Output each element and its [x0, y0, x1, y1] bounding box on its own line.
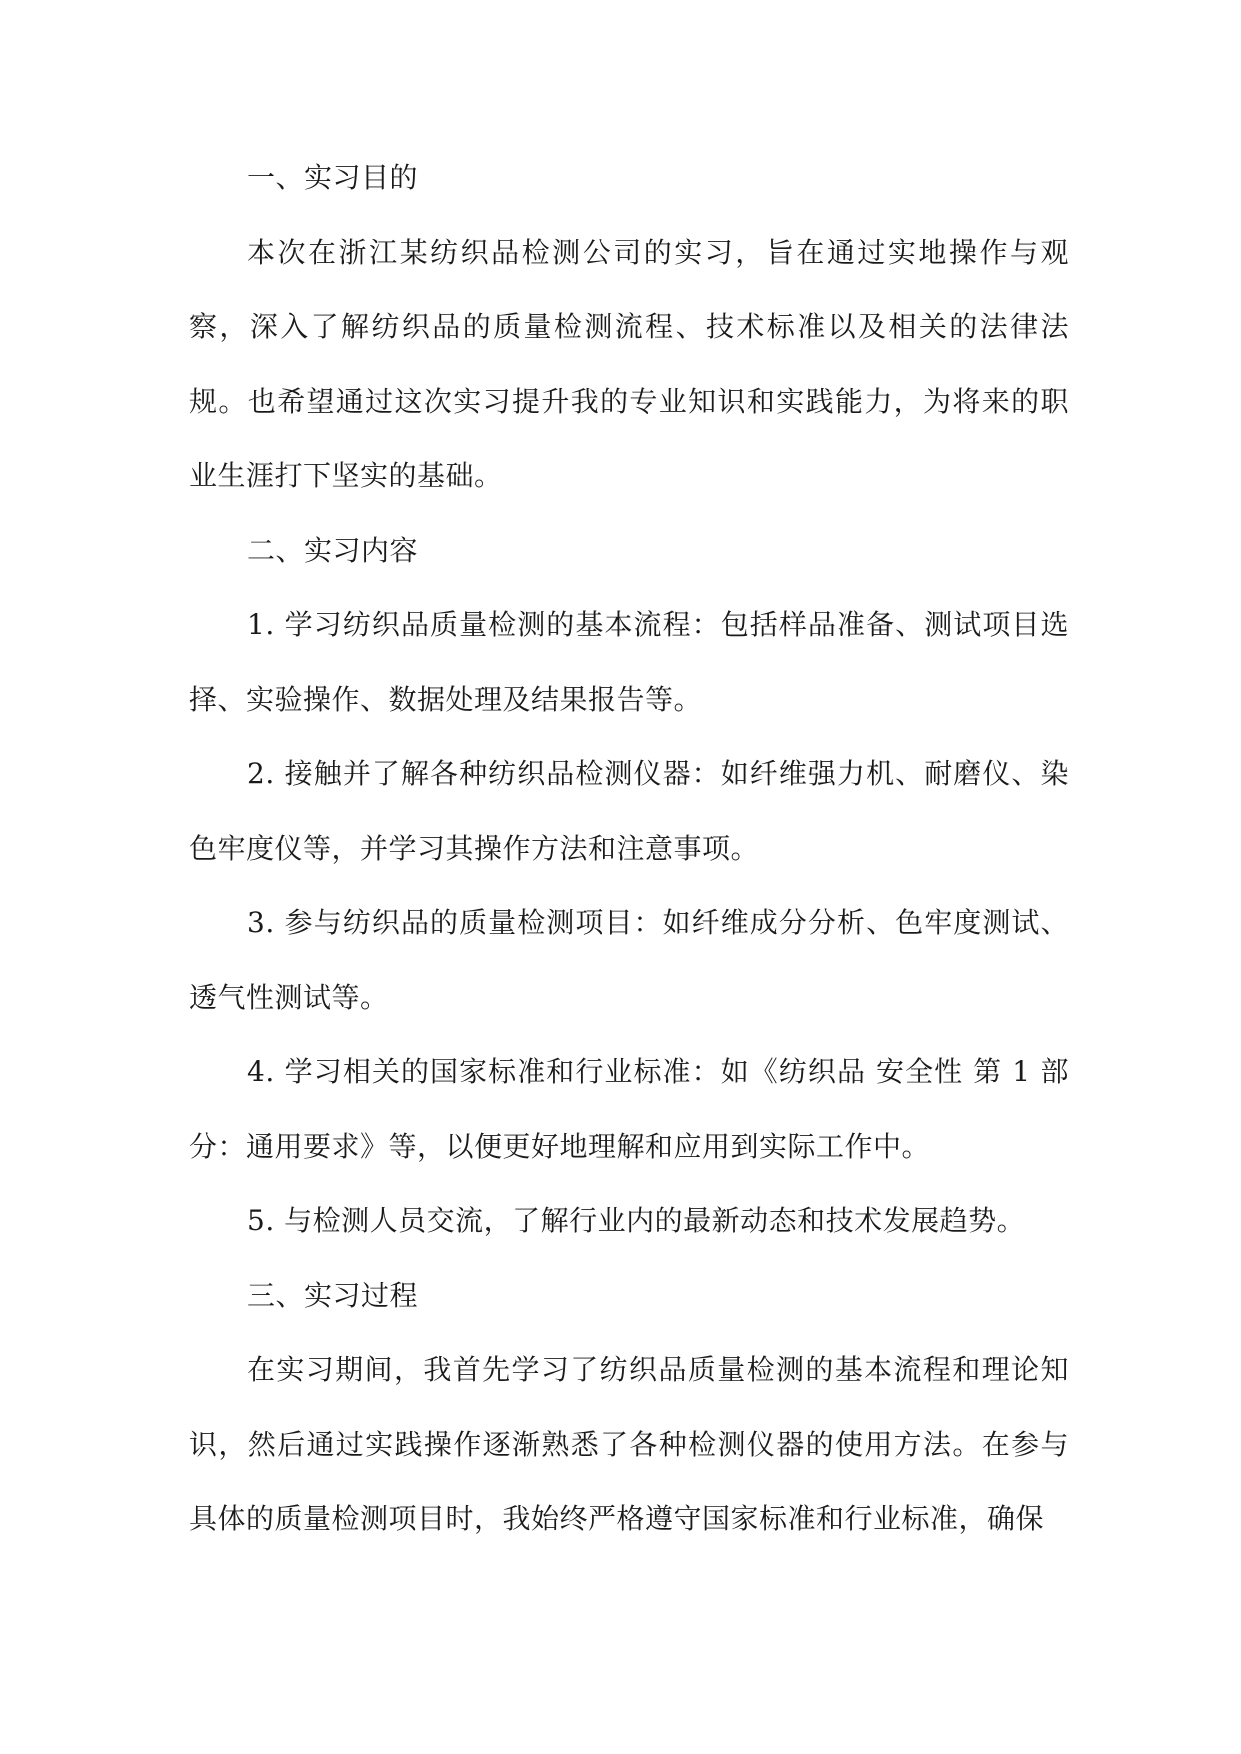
section-heading-process: 三、实习过程 — [247, 1278, 419, 1312]
list-item-1: 1. 学习纺织品质量检测的基本流程：包括样品准备、测试项目选择、实验操作、数据处理及结果报告等。 — [189, 608, 1069, 716]
paragraph-purpose: 本次在浙江某纺织品检测公司的实习，旨在通过实地操作与观察，深入了解纺织品的质量检测流程、技术标准以及相关的法律法规。也希望通过这次实习提升我的专业知识和实践能力，为将来的职业生涯打下坚实的基础。 — [189, 235, 1069, 492]
section-heading-purpose: 一、实习目的 — [247, 161, 419, 194]
section-heading-content: 二、实习内容 — [247, 533, 419, 567]
list-item-5: 5. 与检测人员交流，了解行业内的最新动态和技术发展趋势。 — [247, 1204, 1026, 1237]
list-item-3: 3. 参与纺织品的质量检测项目：如纤维成分分析、色牢度测试、透气性测试等。 — [189, 906, 1069, 1014]
list-item-2: 2. 接触并了解各种纺织品检测仪器：如纤维强力机、耐磨仪、染色牢度仪等，并学习其操作方法和注意事项。 — [189, 757, 1069, 865]
list-item-4: 4. 学习相关的国家标准和行业标准：如《纺织品 安全性 第 1 部分：通用要求》等，以便更好地理解和应用到实际工作中。 — [189, 1055, 1069, 1163]
paragraph-process: 在实习期间，我首先学习了纺织品质量检测的基本流程和理论知识，然后通过实践操作逐渐熟悉了各种检测仪器的使用方法。在参与具体的质量检测项目时，我始终严格遵守国家标准和行业标准，确保 — [189, 1353, 1069, 1535]
document-body — [189, 141, 1069, 1557]
